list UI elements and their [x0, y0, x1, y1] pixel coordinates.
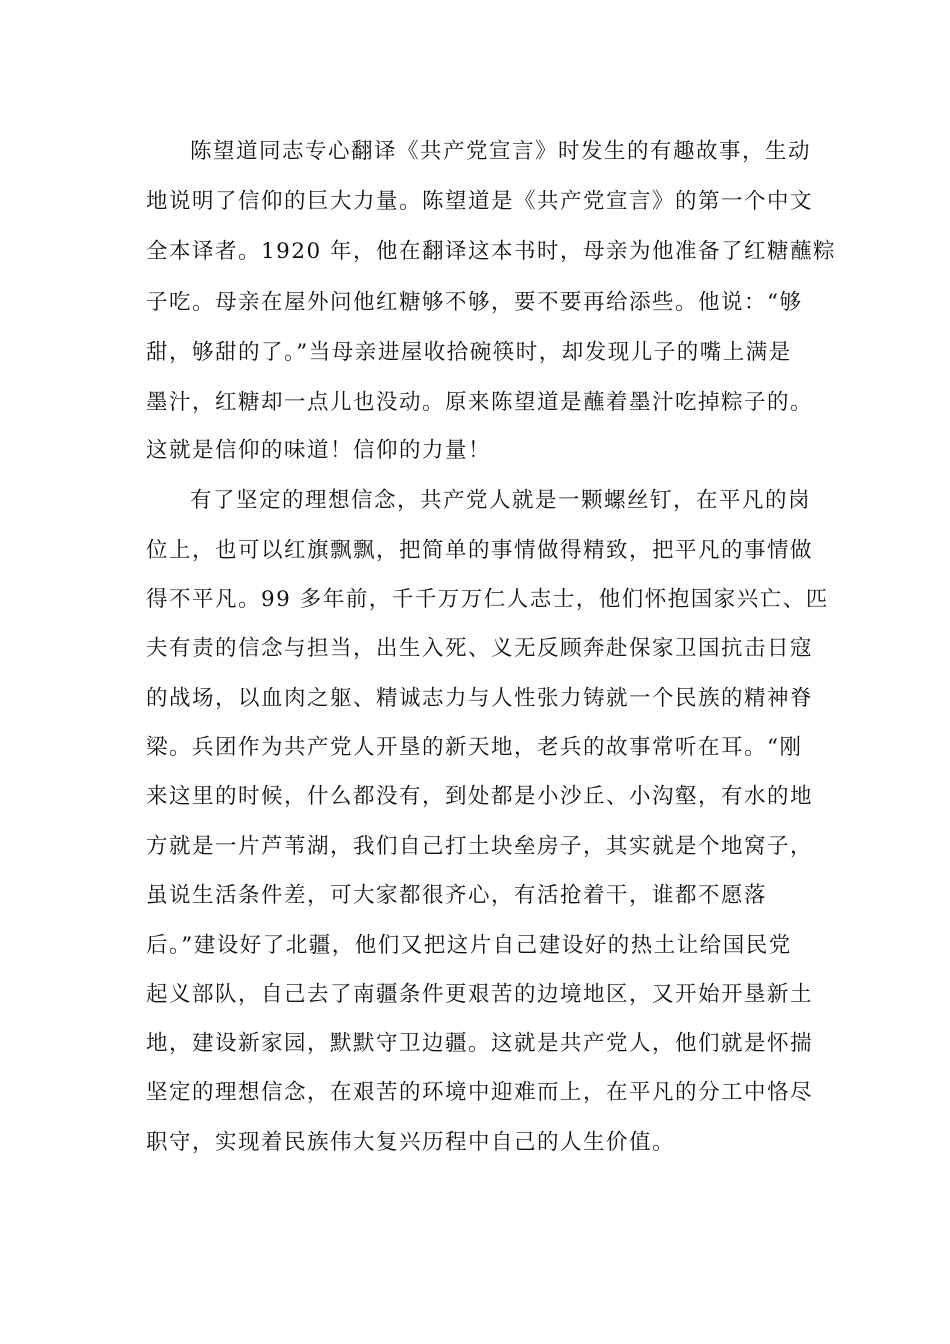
paragraph-2-line-10: 后。”建设好了北疆，他们又把这片自己建设好的热土让给国民党: [146, 933, 792, 958]
paragraph-1-line-7: 这就是信仰的味道！信仰的力量！: [146, 438, 492, 463]
paragraph-1-line-6: 墨汁，红糖却一点儿也没动。原来陈望道是蘸着墨汁吃掉粽子的。: [146, 390, 814, 415]
paragraph-2-line-8: 方就是一片芦苇湖，我们自己打土块垒房子，其实就是个地窝子，: [146, 834, 814, 859]
paragraph-2-line-3: 得不平凡。99 多年前，千千万万仁人志士，他们怀抱国家兴亡、匹: [146, 587, 829, 612]
paragraph-1-line-3: 全本译者。1920 年，他在翻译这本书时，母亲为他准备了红糖蘸粽: [146, 239, 837, 264]
paragraph-2-line-12: 地，建设新家园，默默守卫边疆。这就是共产党人，他们就是怀揣: [146, 1031, 814, 1056]
paragraph-2-line-5: 的战场，以血肉之躯、精诚志力与人性张力铸就一个民族的精神脊: [146, 686, 814, 711]
paragraph-2-line-4: 夫有责的信念与担当，出生入死、义无反顾奔赴保家卫国抗击日寇: [146, 636, 814, 661]
paragraph-2-line-6: 梁。兵团作为共产党人开垦的新天地，老兵的故事常听在耳。“刚: [146, 735, 803, 760]
paragraph-2-line-7: 来这里的时候，什么都没有，到处都是小沙丘、小沟壑，有水的地: [146, 784, 814, 809]
paragraph-2-line-14: 职守，实现着民族伟大复兴历程中自己的人生价值。: [146, 1130, 676, 1155]
paragraph-1-line-2: 地说明了信仰的巨大力量。陈望道是《共产党宣言》的第一个中文: [146, 189, 814, 214]
paragraph-1-line-4: 子吃。母亲在屋外问他红糖够不够，要不要再给添些。他说：“够: [146, 290, 803, 315]
paragraph-1-line-5: 甜，够甜的了。”当母亲进屋收拾碗筷时，却发现儿子的嘴上满是: [146, 340, 792, 365]
paragraph-1-line-1: 陈望道同志专心翻译《共产党宣言》时发生的有趣故事，生动: [190, 139, 812, 164]
paragraph-2-line-2: 位上，也可以红旗飘飘，把简单的事情做得精致，把平凡的事情做: [146, 538, 814, 563]
paragraph-2-line-1: 有了坚定的理想信念，共产党人就是一颗螺丝钉，在平凡的岗: [190, 488, 812, 513]
paragraph-2-line-13: 坚定的理想信念，在艰苦的环境中迎难而上，在平凡的分工中恪尽: [146, 1080, 814, 1105]
paragraph-2-line-9: 虽说生活条件差，可大家都很齐心，有活抢着干，谁都不愿落: [146, 883, 768, 908]
paragraph-2-line-11: 起义部队，自己去了南疆条件更艰苦的边境地区，又开始开垦新土: [146, 982, 814, 1007]
